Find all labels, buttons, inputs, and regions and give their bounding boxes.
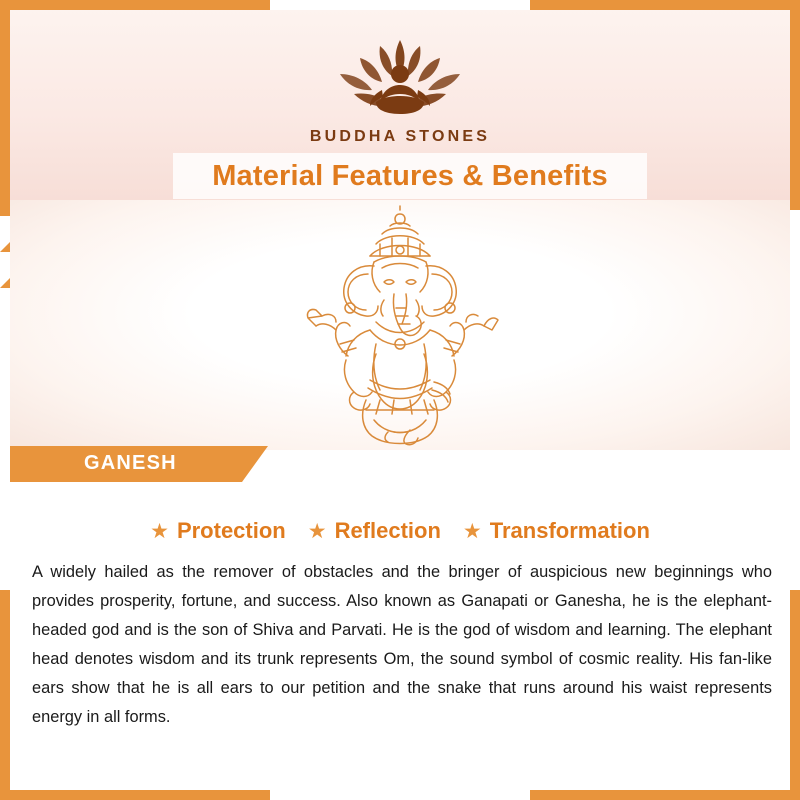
category-label: GANESH xyxy=(84,452,177,474)
keyword-item xyxy=(463,518,650,544)
keyword-label: Reflection xyxy=(334,518,441,543)
star-icon: ★ xyxy=(307,519,327,543)
category-label-ribbon-tail xyxy=(242,446,268,482)
brand-logo xyxy=(10,32,790,146)
keyword-label: Protection xyxy=(176,518,286,543)
frame-top-right-horizontal xyxy=(530,0,800,10)
frame-bottom-right-vertical xyxy=(790,590,800,800)
star-icon: ★ xyxy=(150,519,169,543)
illustration-area xyxy=(10,200,790,450)
keyword-item xyxy=(150,518,286,544)
frame-top-right-vertical xyxy=(790,0,800,210)
description-paragraph: A widely hailed as the remover of obstacles and the bringer of auspicious new beginnings who provides prosperity, fortune, and success. Also known as Ganapati or Ganesha, he is the elephant-headed god and is the son of Shiva and Parvati. He is the god of wisdom and learning. The elephant head denotes wisdom and its trunk represents Om, the sound symbol of cosmic reality. His fan-like ears show that he is all ears to our petition and the snake that runs around his waist represents energy in all forms. xyxy=(32,563,772,726)
ganesh-deity-illustration xyxy=(270,204,530,448)
frame-bottom-left-horizontal xyxy=(0,790,270,800)
title-plate xyxy=(173,153,647,199)
frame-bottom-right-horizontal xyxy=(530,790,800,800)
header-band xyxy=(10,10,790,200)
lotus-meditation-figure-icon xyxy=(320,32,480,124)
keyword-list xyxy=(0,518,800,544)
page-title: Material Features & Benefits xyxy=(212,159,608,192)
keyword-item xyxy=(308,518,441,544)
keyword-label: Transformation xyxy=(489,518,650,543)
frame-top-left-vertical xyxy=(0,0,10,210)
brand-name: BUDDHA STONES xyxy=(309,128,491,145)
star-icon: ★ xyxy=(462,519,482,543)
frame-top-left-horizontal xyxy=(0,0,270,10)
frame-bottom-left-vertical xyxy=(0,590,10,800)
